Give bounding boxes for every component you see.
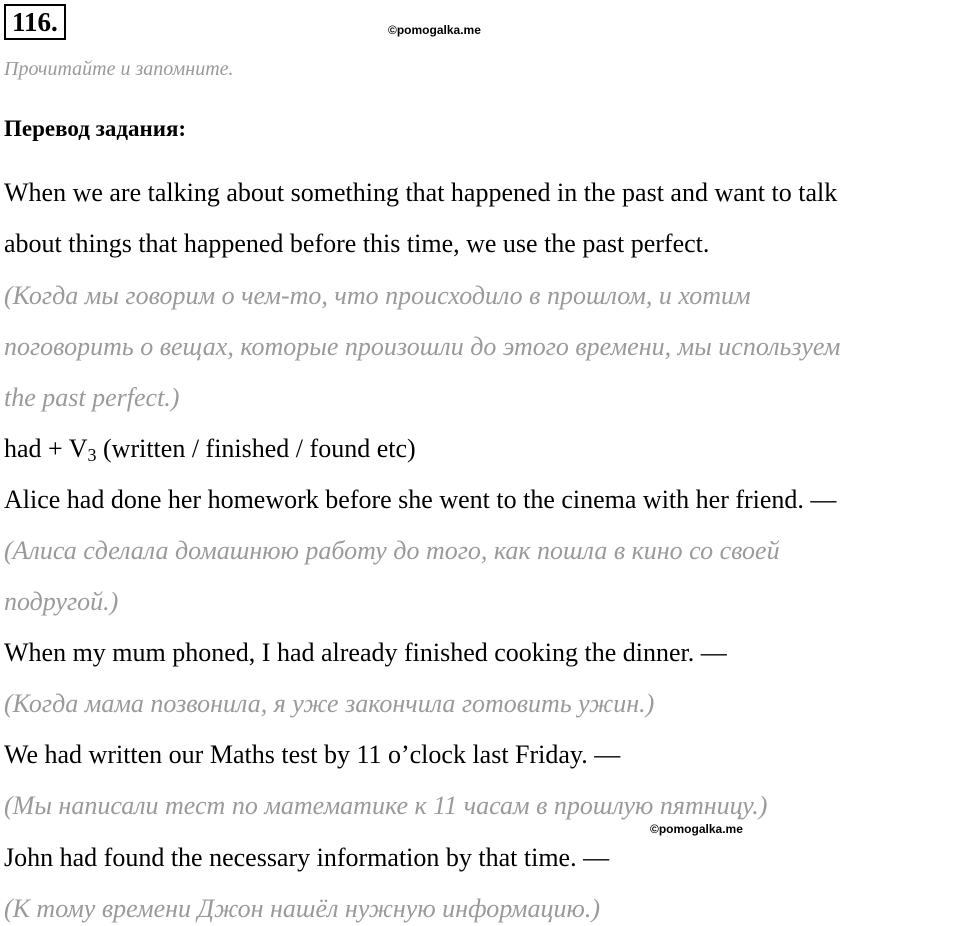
exercise-number: 116 <box>12 7 52 37</box>
watermark-bottom: ©pomogalka.me <box>650 822 743 836</box>
instruction-text: Прочитайте и запомните. <box>4 58 234 80</box>
example-4-english: John had found the necessary information by that time. — <box>4 843 610 872</box>
example-1-english: Alice had done her homework before she went to the cinema with her friend. — <box>4 485 837 514</box>
formula-prefix: had + V <box>4 434 88 463</box>
example-1-translation-line-1: (Алиса сделала домашнюю работу до того, как пошла в кино со своей <box>4 536 780 565</box>
watermark-top: ©pomogalka.me <box>388 23 481 37</box>
rule-translation-line-3: the past perfect.) <box>4 383 180 412</box>
exercise-number-box <box>4 4 66 40</box>
rule-line-1: When we are talking about something that happened in the past and want to talk <box>4 178 838 207</box>
formula <box>4 434 416 464</box>
formula-subscript: 3 <box>87 445 97 465</box>
rule-translation-line-1: (Когда мы говорим о чем-то, что происходило в прошлом, и хотим <box>4 281 751 310</box>
formula-suffix: (written / finished / found etc) <box>96 434 416 463</box>
rule-line-2: about things that happened before this time, we use the past perfect. <box>4 229 710 258</box>
exercise-number-suffix: . <box>51 7 58 37</box>
example-3-translation: (Мы написали тест по математике к 11 часам в прошлую пятницу.) <box>4 791 768 820</box>
translation-heading: Перевод задания: <box>4 116 187 141</box>
example-4-translation: (К тому времени Джон нашёл нужную информацию.) <box>4 894 600 923</box>
rule-translation-line-2: поговорить о вещах, которые произошли до этого времени, мы используем <box>4 332 841 361</box>
example-3-english: We had written our Maths test by 11 o’clock last Friday. — <box>4 740 621 769</box>
example-2-english: When my mum phoned, I had already finished cooking the dinner. — <box>4 638 727 667</box>
example-2-translation: (Когда мама позвонила, я уже закончила готовить ужин.) <box>4 689 655 718</box>
example-1-translation-line-2: подругой.) <box>4 587 119 616</box>
